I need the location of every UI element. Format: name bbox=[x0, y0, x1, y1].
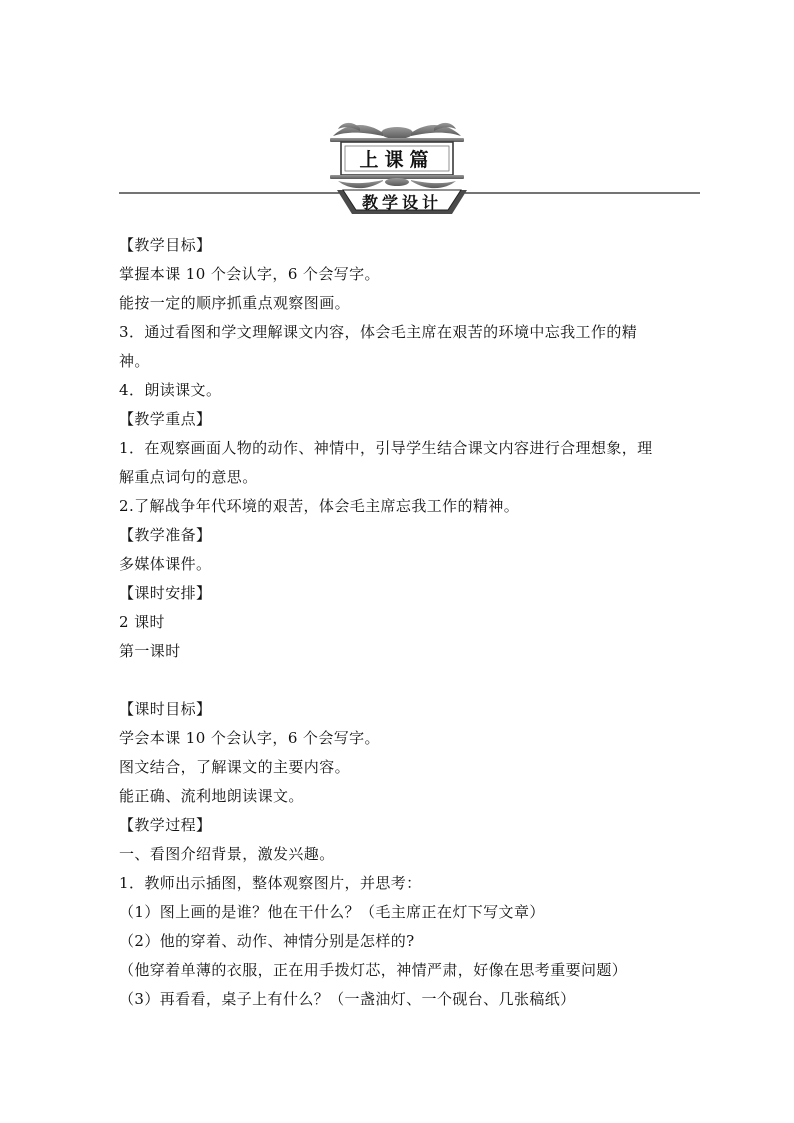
text-line: 4．朗读课文。 bbox=[119, 381, 222, 399]
text-line: 能正确、流利地朗读课文。 bbox=[119, 787, 304, 805]
text-line: 【课时安排】 bbox=[119, 584, 212, 602]
text-line: 【教学目标】 bbox=[119, 236, 212, 254]
text-line: 2.了解战争年代环境的艰苦，体会毛主席忘我工作的精神。 bbox=[119, 497, 520, 515]
text-line: 一、看图介绍背景，激发兴趣。 bbox=[119, 845, 335, 863]
lesson-content bbox=[119, 231, 689, 1014]
text-line: 2 课时 bbox=[119, 613, 165, 631]
text-line: 解重点词句的意思。 bbox=[119, 468, 258, 486]
section-tab bbox=[337, 190, 467, 214]
text-line: （2）他的穿着、动作、神情分别是怎样的? bbox=[119, 932, 415, 950]
text-line: 多媒体课件。 bbox=[119, 555, 212, 573]
text-line: 1．在观察画面人物的动作、神情中，引导学生结合课文内容进行合理想象，理 bbox=[119, 439, 653, 457]
text-line: 学会本课 10 个会认字，6 个会写字。 bbox=[119, 729, 380, 747]
text-line: 神。 bbox=[119, 352, 150, 370]
text-line: 图文结合，了解课文的主要内容。 bbox=[119, 758, 351, 776]
header-banner bbox=[0, 0, 794, 230]
text-line: 3．通过看图和学文理解课文内容，体会毛主席在艰苦的环境中忘我工作的精 bbox=[119, 323, 638, 341]
text-line: 【教学过程】 bbox=[119, 816, 212, 834]
text-line: 掌握本课 10 个会认字，6 个会写字。 bbox=[119, 265, 380, 283]
text-line: 【教学准备】 bbox=[119, 526, 212, 544]
text-line: （3）再看看，桌子上有什么？（一盏油灯、一个砚台、几张稿纸） bbox=[119, 990, 576, 1008]
text-line: 能按一定的顺序抓重点观察图画。 bbox=[119, 294, 351, 312]
banner-title: 上课篇 bbox=[359, 149, 435, 171]
bottom-ornament-icon bbox=[330, 175, 464, 188]
text-line: 第一课时 bbox=[119, 642, 181, 660]
text-line: 【教学重点】 bbox=[119, 410, 212, 428]
section-title: 教学设计 bbox=[361, 193, 443, 212]
blank-line bbox=[119, 666, 689, 695]
top-ornament-icon bbox=[330, 123, 464, 142]
text-line: （1）图上画的是谁？他在干什么？（毛主席正在灯下写文章） bbox=[119, 903, 545, 921]
text-line: （他穿着单薄的衣服，正在用手拨灯芯，神情严肃，好像在思考重要问题） bbox=[119, 961, 628, 979]
text-line: 【课时目标】 bbox=[119, 700, 212, 718]
text-line: 1．教师出示插图，整体观察图片，并思考： bbox=[119, 874, 422, 892]
